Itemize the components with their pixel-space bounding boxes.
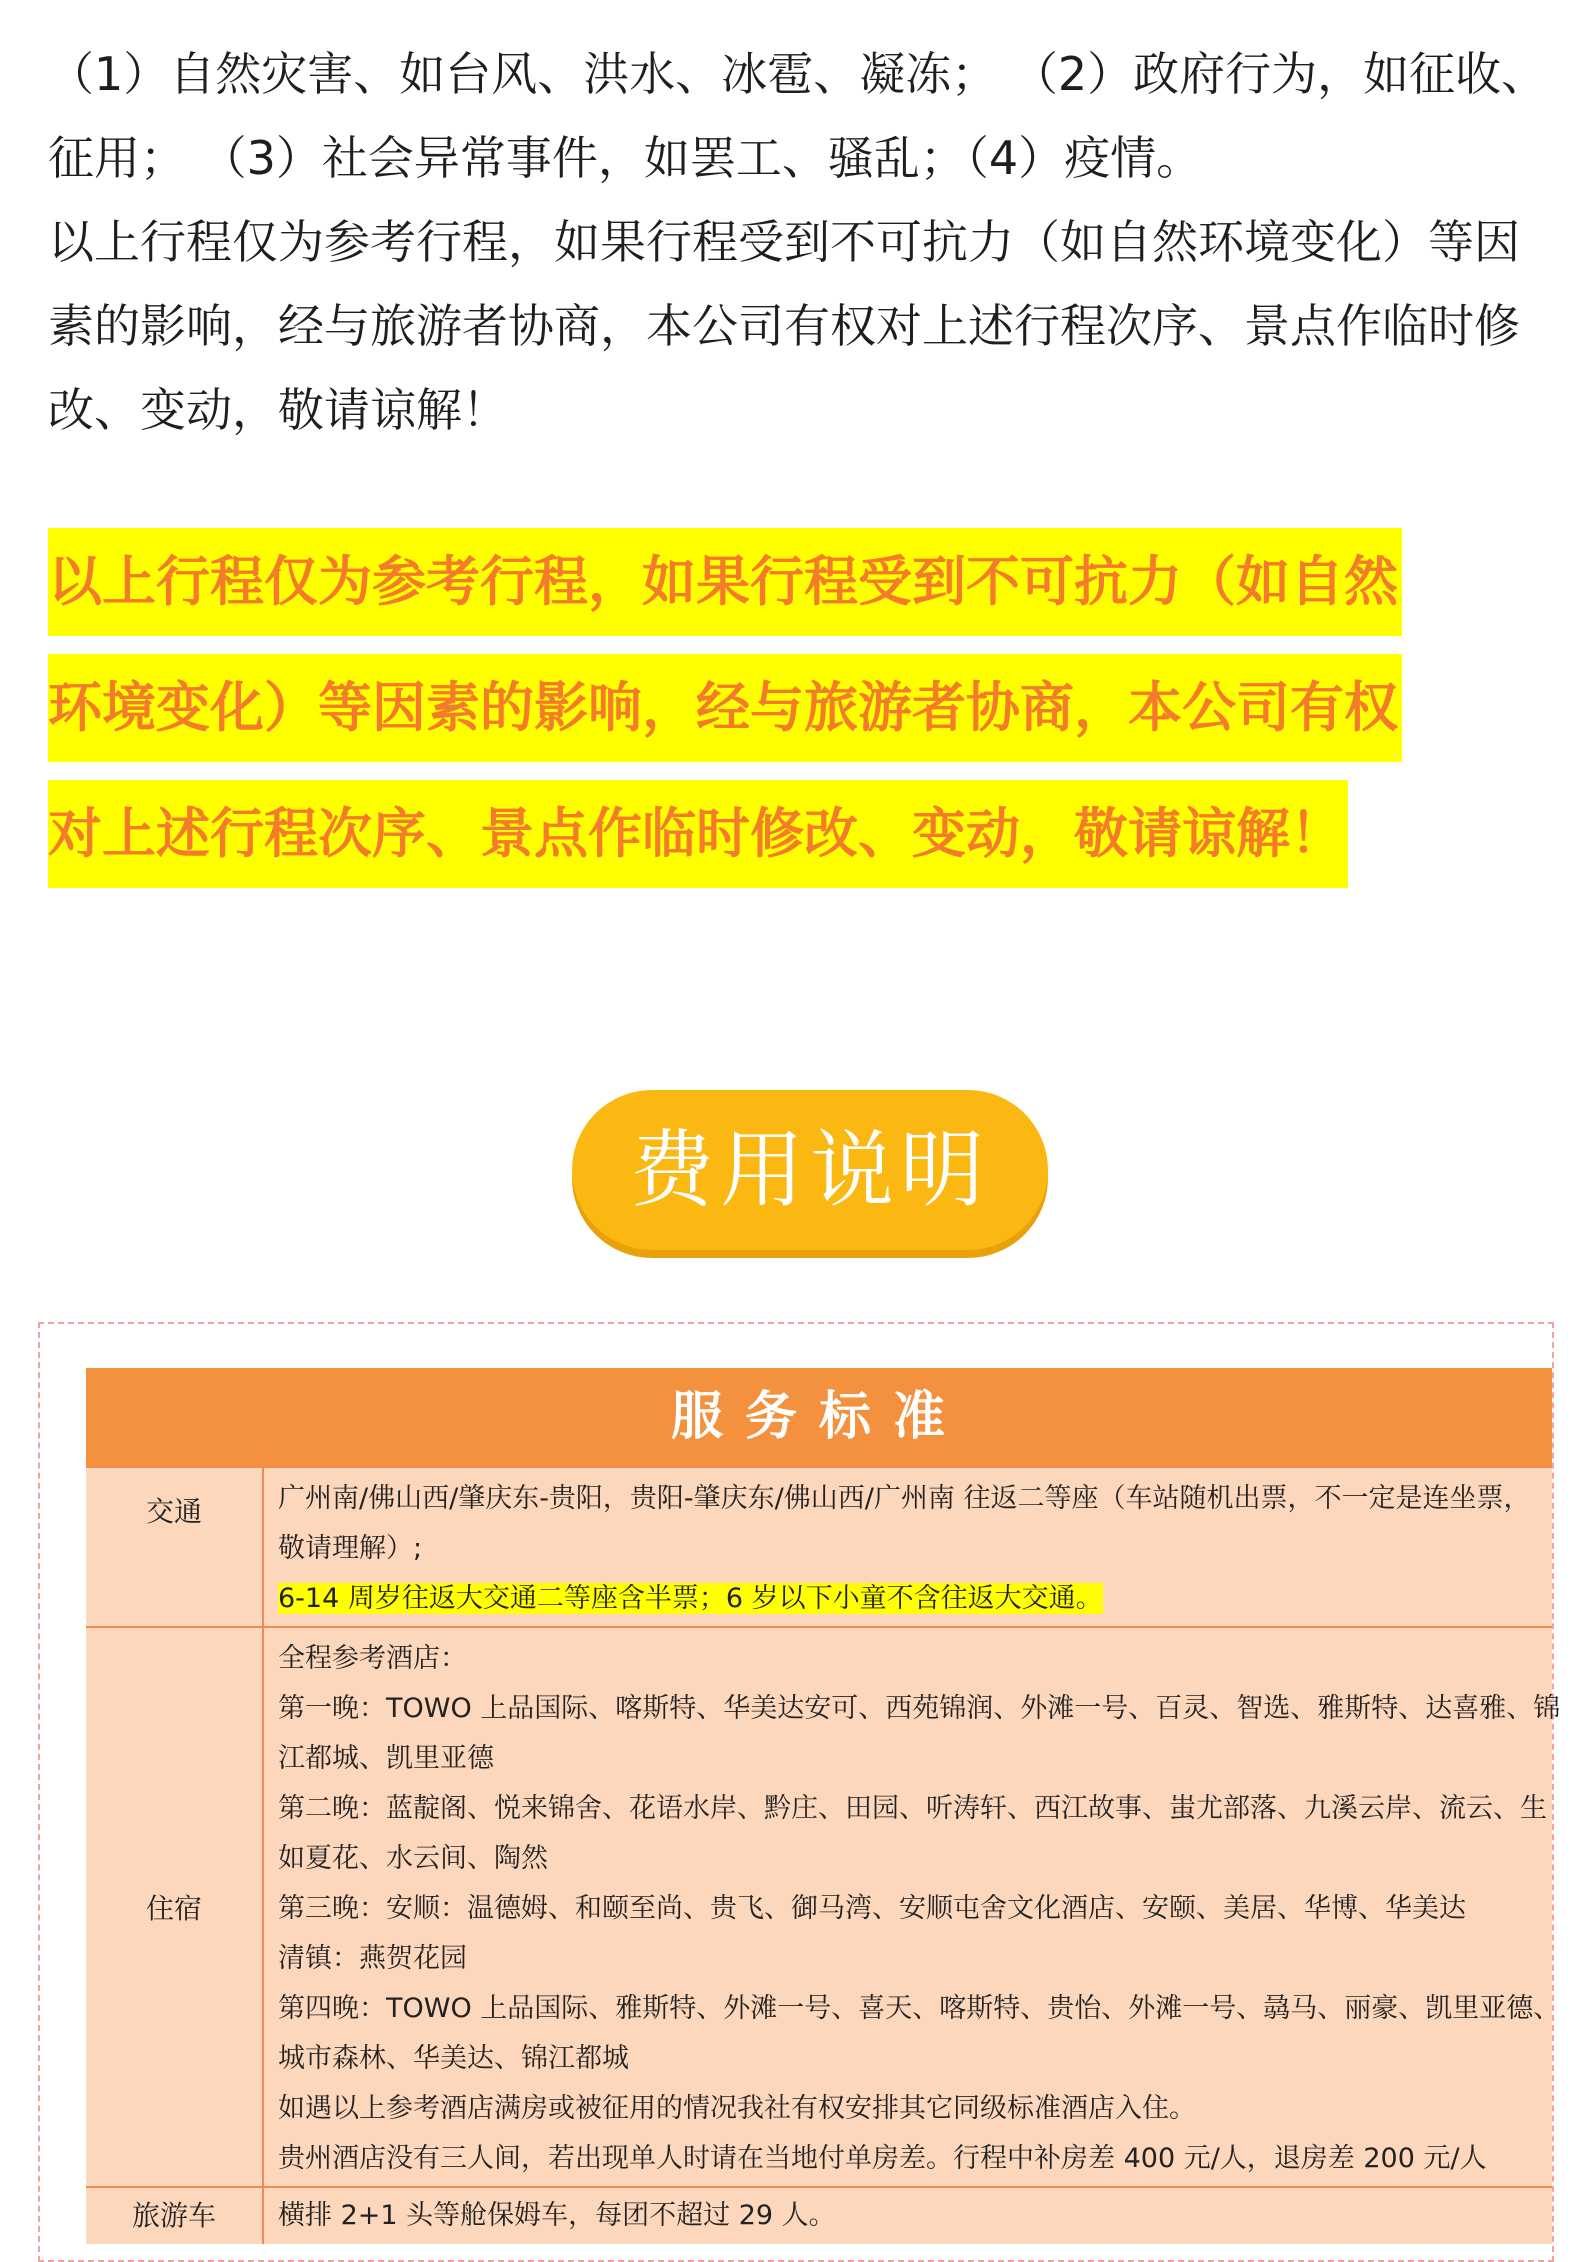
row-label-hotel: 住宿 [86,1628,264,2186]
row-content-hotel [264,1628,1574,2186]
itinerary-disclaimer: 以上行程仅为参考行程，如果行程受到不可抗力（如自然环境变化）等因素的影响，经与旅游者协商，本公司有权对上述行程次序、景点作临时修改、变动，敬请谅解！ [48,215,1520,437]
hotel-line: 第二晚：蓝靛阁、悦来锦舍、花语水岸、黔庄、田园、听涛轩、西江故事、蚩尤部落、九溪云岸、流云、生 [278,1793,1547,1824]
hotel-line: 清镇：燕贺花园 [278,1943,467,1974]
service-standard-table [86,1368,1561,2244]
hotel-line: 全程参考酒店： [278,1643,467,1674]
highlight-line: 以上行程仅为参考行程，如果行程受到不可抗力（如自然 [48,528,1528,636]
hotel-line: 如夏花、水云间、陶然 [278,1843,548,1874]
row-label-transport: 交通 [86,1468,264,1626]
highlight-line: 对上述行程次序、景点作临时修改、变动，敬请谅解！ [48,780,1528,888]
table-row [86,1626,1561,2186]
table-row [86,2186,1552,2244]
hotel-line: 贵州酒店没有三人间，若出现单人时请在当地付单房差。行程中补房差 400 元/人，退房差 200 元/人 [278,2143,1487,2174]
bus-line: 横排 2+1 头等舱保姆车，每团不超过 29 人。 [278,2200,836,2231]
hotel-line: 第三晚：安顺：温德姆、和颐至尚、贵飞、御马湾、安顺屯舍文化酒店、安颐、美居、华博、华美达 [278,1893,1466,1924]
table-row [86,1466,1552,1626]
hotel-line: 第一晚：TOWO 上品国际、喀斯特、华美达安可、西苑锦润、外滩一号、百灵、智选、雅斯特、达喜雅、锦 [278,1693,1561,1724]
highlight-line: 环境变化）等因素的影响，经与旅游者协商，本公司有权 [48,654,1528,762]
hotel-line: 第四晚：TOWO 上品国际、雅斯特、外滩一号、喜天、喀斯特、贵怡、外滩一号、骉马、丽豪、凯里亚德、 [278,1993,1561,2024]
intro-text [48,32,1548,452]
table-header: 服务标准 [86,1368,1552,1466]
highlighted-disclaimer [48,528,1528,906]
section-title-pill: 费用说明 [572,1090,1048,1250]
row-label-bus: 旅游车 [86,2188,264,2244]
row-content-transport [264,1468,1552,1626]
hotel-line: 江都城、凯里亚德 [278,1743,494,1774]
hotel-line: 城市森林、华美达、锦江都城 [278,2043,629,2074]
transport-route: 广州南/佛山西/肇庆东-贵阳，贵阳-肇庆东/佛山西/广州南 往返二等座（车站随机出票，不一定是连坐票，敬请理解）; [278,1483,1531,1564]
row-content-bus [264,2188,1552,2244]
hotel-line: 如遇以上参考酒店满房或被征用的情况我社有权安排其它同级标准酒店入住。 [278,2093,1196,2124]
transport-child-policy: 6-14 周岁往返大交通二等座含半票；6 岁以下小童不含往返大交通。 [278,1583,1103,1614]
force-majeure-list: （1）自然灾害、如台风、洪水、冰雹、凝冻； （2）政府行为，如征收、征用； （3）社会异常事件，如罢工、骚乱；（4）疫情。 [48,47,1548,185]
